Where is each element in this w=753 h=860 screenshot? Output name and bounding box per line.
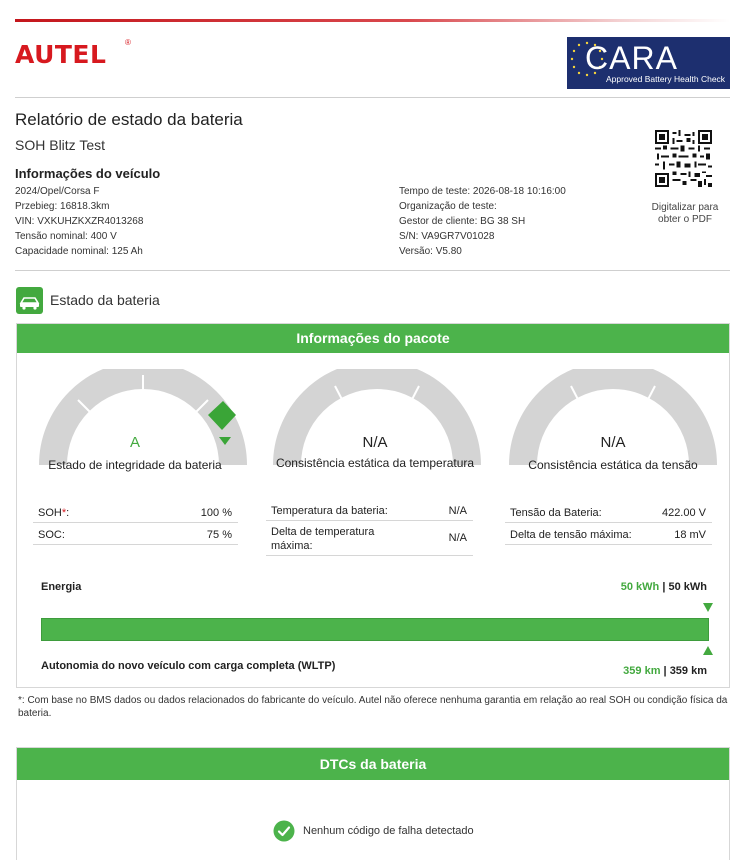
table-row bbox=[505, 501, 712, 523]
wltp-range-value: 359 km | 359 km bbox=[623, 665, 707, 677]
serial-number: S/N: VA9GR7V01028 bbox=[399, 231, 495, 242]
soh-footnote-mark: * bbox=[61, 507, 67, 519]
energy-marker-top bbox=[703, 603, 713, 612]
cara-subtitle: Approved Battery Health Check bbox=[606, 74, 726, 84]
soh-table bbox=[33, 501, 238, 545]
qr-instruction: Digitalizar para obter o PDF bbox=[651, 202, 719, 225]
battery-status-label: Estado da bateria bbox=[50, 292, 160, 308]
wltp-range-label: Autonomia do novo veículo com carga completa (WLTP) bbox=[41, 660, 336, 672]
vehicle-info-left bbox=[15, 184, 143, 259]
voltage-table bbox=[505, 501, 712, 545]
battery-voltage-key: Tensão da Bateria: bbox=[510, 507, 602, 519]
max-temperature-delta-key: Delta de temperatura máxima: bbox=[271, 526, 375, 552]
report-title: Relatório de estado da bateria bbox=[15, 110, 243, 129]
client-manager: Gestor de cliente: BG 38 SH bbox=[399, 216, 526, 227]
soh-grade: A bbox=[129, 434, 140, 451]
soh-gauge-label: Estado de integridade da bateria bbox=[48, 458, 222, 472]
vehicle-vin: VIN: VXKUHZKXZR4013268 bbox=[15, 216, 144, 227]
no-dtc-message: Nenhum código de falha detectado bbox=[303, 825, 474, 837]
max-temperature-delta-value: N/A bbox=[448, 532, 467, 544]
table-row bbox=[266, 521, 473, 556]
vehicle-model: 2024/Opel/Corsa F bbox=[15, 186, 100, 197]
temperature-consistency-label: Consistência estática da temperatura bbox=[275, 456, 475, 470]
vehicle-nominal-capacity: Capacidade nominal: 125 Ah bbox=[15, 246, 143, 257]
temperature-table bbox=[266, 498, 473, 556]
cara-badge bbox=[567, 37, 730, 89]
battery-voltage-value: 422.00 V bbox=[661, 507, 706, 519]
cara-word: CARA bbox=[585, 40, 678, 76]
vehicle-nominal-voltage: Tensão nominal: 400 V bbox=[15, 231, 117, 242]
soh-key: SOH bbox=[38, 507, 62, 519]
top-accent-rule bbox=[15, 19, 730, 22]
report-subtitle: SOH Blitz Test bbox=[15, 137, 105, 153]
energy-current: 50 kWh bbox=[620, 581, 660, 593]
test-time: Tempo de teste: 2026-08-18 10:16:00 bbox=[399, 186, 566, 197]
energy-value: 50 kWh | 50 kWh bbox=[620, 581, 707, 593]
section-divider bbox=[15, 270, 730, 271]
energy-bar bbox=[41, 618, 709, 641]
temperature-consistency-value: N/A bbox=[362, 434, 388, 451]
max-voltage-delta-value: 18 mV bbox=[674, 529, 706, 541]
range-total: 359 km bbox=[669, 665, 707, 677]
vehicle-mileage: Przebieg: 16818.3km bbox=[15, 201, 110, 212]
soc-key: SOC: bbox=[38, 529, 65, 541]
energy-label: Energia bbox=[41, 581, 82, 593]
header-divider bbox=[15, 97, 730, 98]
test-organization: Organização de teste: bbox=[399, 201, 497, 212]
energy-total: 50 kWh bbox=[668, 581, 707, 593]
table-row bbox=[266, 498, 473, 521]
table-row: SOH*: 100 % bbox=[33, 501, 238, 523]
table-row bbox=[505, 523, 712, 545]
table-row bbox=[33, 523, 238, 545]
pack-info-header: Informações do pacote bbox=[17, 324, 729, 353]
voltage-consistency-value: N/A bbox=[600, 434, 626, 451]
energy-marker-bottom bbox=[703, 646, 713, 655]
battery-temperature-key: Temperatura da bateria: bbox=[271, 505, 388, 517]
soh-disclaimer: *: Com base no BMS dados ou dados relacionados do fabricante do veículo. Autel não oferece nenhuma garantia em relação ao real SOH ou condição física da bateria. bbox=[18, 695, 728, 719]
software-version: Versão: V5.80 bbox=[399, 246, 462, 257]
range-current: 359 km bbox=[623, 665, 661, 677]
voltage-consistency-label: Consistência estática da tensão bbox=[528, 458, 698, 472]
dtc-panel bbox=[16, 747, 730, 860]
dtc-header: DTCs da bateria bbox=[17, 748, 729, 780]
autel-logo: AUTEL ® bbox=[15, 38, 131, 69]
battery-temperature-value: N/A bbox=[448, 505, 467, 517]
vehicle-info-heading: Informações do veículo bbox=[15, 166, 161, 181]
checkmark-circle-icon bbox=[273, 820, 295, 842]
max-voltage-delta-key: Delta de tensão máxima: bbox=[510, 529, 632, 541]
soh-value: 100 % bbox=[200, 507, 232, 519]
test-info-right bbox=[399, 184, 566, 259]
pack-info-panel bbox=[16, 323, 730, 688]
qr-code-icon[interactable] bbox=[655, 130, 712, 187]
soc-value: 75 % bbox=[206, 529, 232, 541]
battery-car-icon bbox=[16, 287, 43, 314]
